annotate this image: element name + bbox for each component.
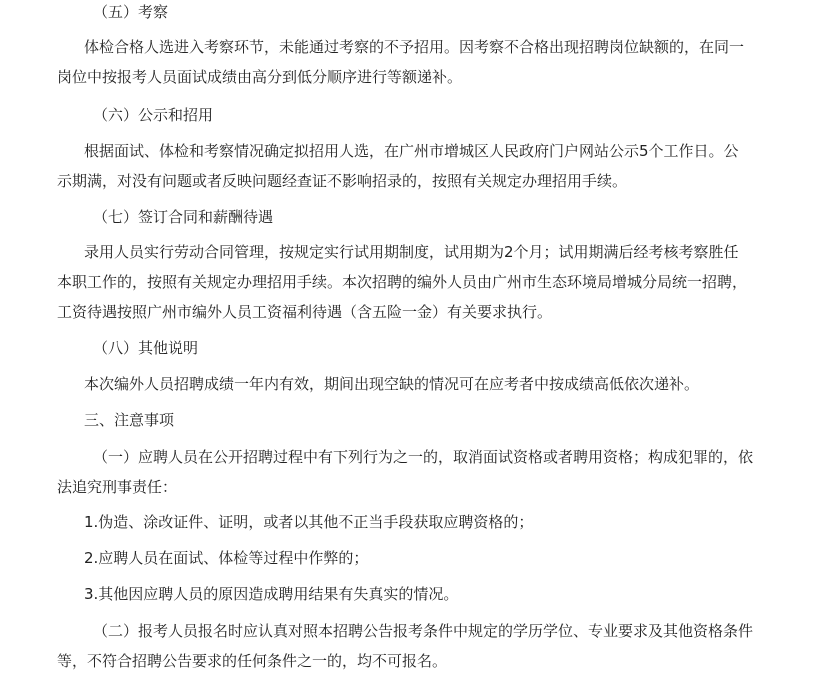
paragraph-line: 工资待遇按照广州市编外人员工资福利待遇（含五险一金）有关要求执行。 <box>57 303 553 321</box>
paragraph-line: 体检合格人选进入考察环节，未能通过考察的不予招用。因考察不合格出现招聘岗位缺额的，在同一 <box>84 38 745 56</box>
section-heading-other: （八）其他说明 <box>93 339 199 357</box>
paragraph-line: 示期满，对没有问题或者反映问题经查证不影响招录的，按照有关规定办理招用手续。 <box>57 172 628 190</box>
paragraph-line: 录用人员实行劳动合同管理，按规定实行试用期制度，试用期为2个月；试用期满后经考核考察胜任 <box>84 243 739 261</box>
list-item: 1.伪造、涂改证件、证明，或者以其他不正当手段获取应聘资格的； <box>84 513 534 531</box>
paragraph-line: （一）应聘人员在公开招聘过程中有下列行为之一的，取消面试资格或者聘用资格；构成犯罪的，依 <box>93 448 754 466</box>
section-heading-contract: （七）签订合同和薪酬待遇 <box>93 208 274 226</box>
paragraph-line: 根据面试、体检和考察情况确定拟招用人选，在广州市增城区人民政府门户网站公示5个工作日。公 <box>84 142 739 160</box>
paragraph-line: 岗位中按报考人员面试成绩由高分到低分顺序进行等额递补。 <box>57 68 463 86</box>
section-heading-notes: 三、注意事项 <box>84 411 175 429</box>
paragraph-line: （二）报考人员报名时应认真对照本招聘公告报考条件中规定的学历学位、专业要求及其他资格条件 <box>93 622 754 640</box>
list-item: 3.其他因应聘人员的原因造成聘用结果有失真实的情况。 <box>84 585 459 603</box>
paragraph-line: 本次编外人员招聘成绩一年内有效，期间出现空缺的情况可在应考者中按成绩高低依次递补。 <box>84 375 700 393</box>
paragraph-line: 等，不符合招聘公告要求的任何条件之一的，均不可报名。 <box>57 652 448 670</box>
paragraph-line: 本职工作的，按照有关规定办理招用手续。本次招聘的编外人员由广州市生态环境局增城分局统一招聘， <box>57 273 748 291</box>
paragraph-line: 法追究刑事责任： <box>57 478 178 496</box>
section-heading-publicity: （六）公示和招用 <box>93 106 214 124</box>
list-item: 2.应聘人员在面试、体检等过程中作弊的； <box>84 549 369 567</box>
section-heading-inspection: （五）考察 <box>93 3 169 21</box>
